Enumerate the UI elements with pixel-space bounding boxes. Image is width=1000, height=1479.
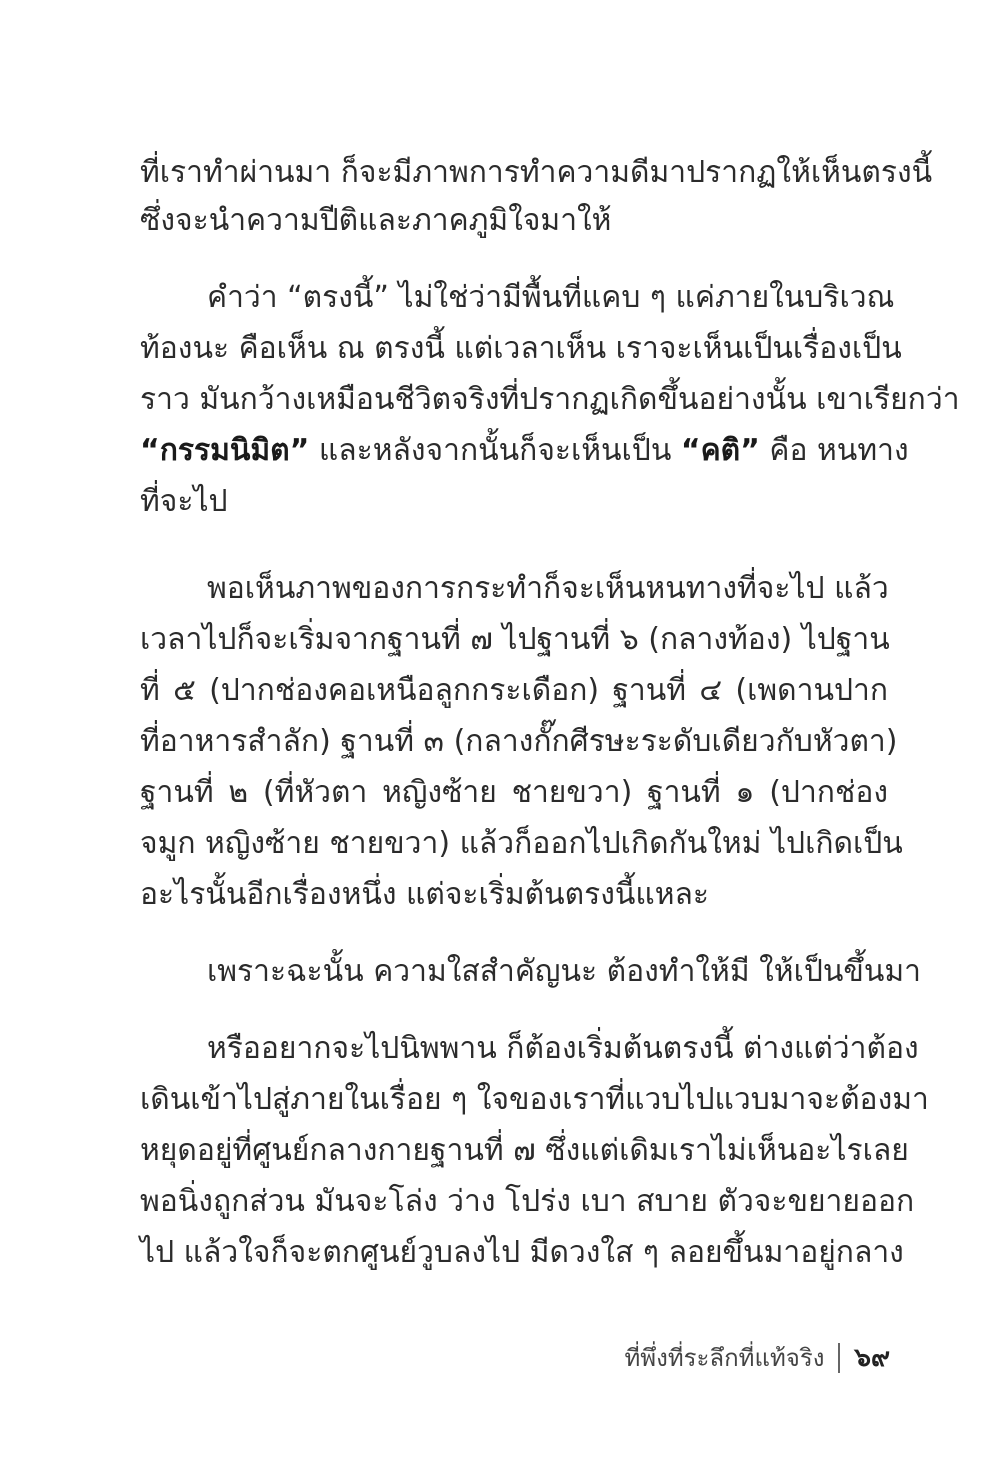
text-line: ที่อาหารสำลัก) ฐานที่ ๓ (กลางกั๊กศีรษะระดับเดียวกับหัวตา) — [140, 724, 898, 759]
text-line: หยุดอยู่ที่ศูนย์กลางกายฐานที่ ๗ ซึ่งแต่เดิมเราไม่เห็นอะไรเลย — [140, 1133, 909, 1168]
text-line: อะไรนั้นอีกเรื่องหนึ่ง แต่จะเริ่มต้นตรงนี้แหละ — [140, 877, 710, 912]
paragraph-start-line: เพราะฉะนั้น ความใสสำคัญนะ ต้องทำให้มี ให้เป็นขึ้นมา — [207, 954, 922, 989]
bold-term-kamma-nimitta: “กรรมนิมิต” — [140, 433, 310, 468]
text-line: เวลาไปก็จะเริ่มจากฐานที่ ๗ ไปฐานที่ ๖ (กลางท้อง) ไปฐาน — [140, 622, 890, 657]
bold-term-kati: “คติ” — [680, 433, 760, 468]
text-line: เดินเข้าไปสู่ภายในเรื่อย ๆ ใจของเราที่แวบไปแวบมาจะต้องมา — [140, 1082, 929, 1117]
page-footer — [624, 1338, 890, 1378]
text-line: ฐานที่ ๒ (ที่หัวตา หญิงซ้าย ชายขวา) ฐานที่ ๑ (ปากช่อง — [140, 775, 888, 810]
text-line: จมูก หญิงซ้าย ชายขวา) แล้วก็ออกไปเกิดกันใหม่ ไปเกิดเป็น — [140, 826, 903, 861]
footer-divider — [838, 1343, 840, 1373]
text-line: ซึ่งจะนำความปีติและภาคภูมิใจมาให้ — [140, 203, 612, 238]
page-number: ๖๙ — [854, 1343, 890, 1373]
paragraph-start-line: พอเห็นภาพของการกระทำก็จะเห็นหนทางที่จะไป แล้ว — [207, 571, 889, 606]
text-line-with-bold-terms — [140, 428, 909, 474]
text-line: ที่ ๕ (ปากช่องคอเหนือลูกกระเดือก) ฐานที่ ๔ (เพดานปาก — [140, 673, 888, 708]
text-line: พอนิ่งถูกส่วน มันจะโล่ง ว่าง โปร่ง เบา สบาย ตัวจะขยายออก — [140, 1184, 915, 1219]
text-line: ท้องนะ คือเห็น ณ ตรงนี้ แต่เวลาเห็น เราจะเห็นเป็นเรื่องเป็น — [140, 331, 902, 366]
text-segment: และหลังจากนั้นก็จะเห็นเป็น — [309, 433, 681, 468]
paragraph-start-line: หรืออยากจะไปนิพพาน ก็ต้องเริ่มต้นตรงนี้ ต่างแต่ว่าต้อง — [207, 1031, 919, 1066]
text-line: ไป แล้วใจก็จะตกศูนย์วูบลงไป มีดวงใส ๆ ลอยขึ้นมาอยู่กลาง — [140, 1235, 904, 1270]
text-line: ที่เราทำผ่านมา ก็จะมีภาพการทำความดีมาปรากฏให้เห็นตรงนี้ — [140, 155, 933, 190]
book-title: ที่พึ่งที่ระลึกที่แท้จริง — [624, 1344, 825, 1372]
text-segment: คือ หนทาง — [759, 433, 909, 468]
paragraph-start-line: คำว่า “ตรงนี้” ไม่ใช่ว่ามีพื้นที่แคบ ๆ แค่ภายในบริเวณ — [207, 280, 895, 315]
text-line: ที่จะไป — [140, 484, 228, 519]
text-line: ราว มันกว้างเหมือนชีวิตจริงที่ปรากฏเกิดขึ้นอย่างนั้น เขาเรียกว่า — [140, 382, 960, 417]
